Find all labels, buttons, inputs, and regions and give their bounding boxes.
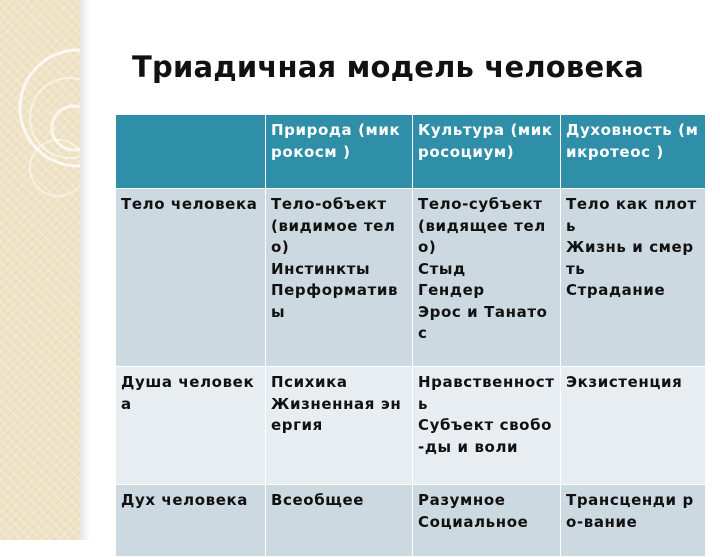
cell-spirit-spirituality (561, 485, 706, 557)
header-cell-culture: Культура (микросоциум) (413, 115, 561, 189)
header-cell-spirituality: Духовность (микротеос ) (561, 115, 706, 189)
cell-soul-nature (266, 367, 413, 485)
cell-line: Субъект свобо-ды и воли (418, 416, 553, 456)
cell-line: Тело-объект (видимое тело) (271, 195, 396, 256)
cell-spirit-culture (413, 485, 561, 557)
cell-line: Социальное (418, 512, 529, 531)
cell-body-nature (266, 189, 413, 367)
table-header-row (116, 115, 706, 189)
cell-line: Страдание (566, 281, 666, 299)
slide-title: Триадичная модель человека (132, 50, 645, 84)
cell-line: Экзистенция (566, 373, 683, 391)
cell-line: Жизнь и смерть (566, 238, 694, 278)
row-label-body: Тело человека (116, 189, 266, 367)
table-row-spirit (116, 485, 706, 557)
triadic-model-table (115, 114, 706, 557)
cell-line: Тело-субъект (видящее тело) (418, 195, 546, 256)
cell-line: Стыд (418, 259, 466, 278)
cell-line: Психика (271, 373, 348, 391)
cell-line: Гендер (418, 281, 485, 299)
table-row-soul (116, 367, 706, 485)
cell-soul-spirituality (561, 367, 706, 485)
header-cell-empty (116, 115, 266, 189)
cell-body-culture (413, 189, 561, 367)
cell-line: Эрос и Танатос (418, 302, 548, 342)
table-row-body (116, 189, 706, 367)
cell-line: Перформативы (271, 281, 399, 321)
cell-body-spirituality (561, 189, 706, 367)
cell-line: Жизненная энергия (271, 394, 402, 434)
decorative-side-panel (0, 0, 80, 540)
cell-line: Нравственность (418, 373, 555, 413)
cell-line: Всеобщее (271, 491, 365, 509)
cell-line: Разумное (418, 491, 506, 509)
cell-line: Тело как плоть (566, 195, 697, 235)
header-cell-nature: Природа (микрокосм ) (266, 115, 413, 189)
cell-soul-culture (413, 367, 561, 485)
cell-line: Трансценди ро-вание (566, 491, 694, 531)
row-label-soul: Душа человека (116, 367, 266, 485)
side-panel-shadow (80, 0, 90, 540)
decorative-circles-graphic (0, 0, 80, 540)
cell-line: Инстинкты (271, 259, 371, 278)
cell-spirit-nature (266, 485, 413, 557)
row-label-spirit: Дух человека (116, 485, 266, 557)
